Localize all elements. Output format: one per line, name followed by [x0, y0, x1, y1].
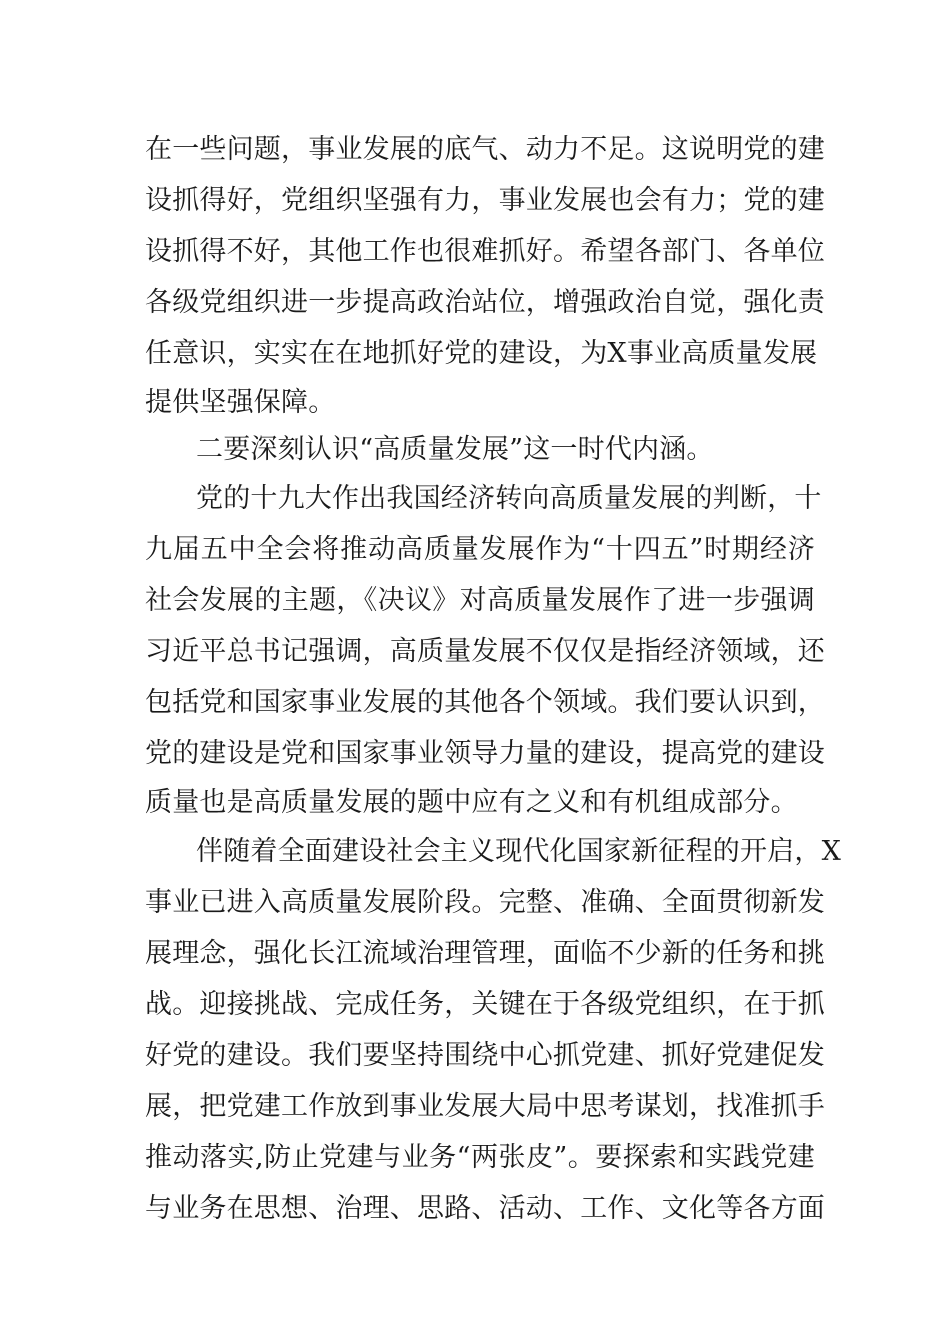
text-line: 在一些问题，事业发展的底气、动力不足。这说明党的建	[145, 134, 825, 165]
text-line: 设抓得好，党组织坚强有力，事业发展也会有力；党的建	[145, 185, 825, 216]
text-line: 提供坚强保障。	[145, 387, 336, 418]
text-line: 党的建设是党和国家事业领导力量的建设，提高党的建设	[145, 738, 825, 769]
text-line: 质量也是高质量发展的题中应有之义和有机组成部分。	[145, 787, 798, 818]
text-line: 党的十九大作出我国经济转向高质量发展的判断，十	[196, 483, 822, 514]
text-line: 设抓得不好，其他工作也很难抓好。希望各部门、各单位	[145, 236, 825, 267]
text-line: 展理念，强化长江流域治理管理，面临不少新的任务和挑	[145, 938, 825, 969]
text-line: 各级党组织进一步提高政治站位，增强政治自觉，强化责	[145, 287, 825, 318]
text-line: 社会发展的主题，《决议》对高质量发展作了进一步强调	[145, 585, 815, 616]
text-line: 好党的建设。我们要坚持围绕中心抓党建、抓好党建促发	[145, 1040, 825, 1071]
text-line: 展，把党建工作放到事业发展大局中思考谋划，找准抓手	[145, 1091, 825, 1122]
text-line: 包括党和国家事业发展的其他各个领域。我们要认识到，	[145, 687, 825, 718]
section-heading: 二要深刻认识“高质量发展”这一时代内涵。	[196, 434, 714, 465]
text-line: 任意识，实实在在地抓好党的建设，为X事业高质量发展	[145, 338, 818, 369]
text-line: 九届五中全会将推动高质量发展作为“十四五”时期经济	[145, 534, 815, 565]
text-line: 战。迎接挑战、完成任务，关键在于各级党组织，在于抓	[145, 989, 825, 1020]
text-line: 习近平总书记强调，高质量发展不仅仅是指经济领域，还	[145, 636, 825, 667]
text-line: 与业务在思想、治理、思路、活动、工作、文化等各方面	[145, 1193, 825, 1224]
text-line: 事业已进入高质量发展阶段。完整、准确、全面贯彻新发	[145, 887, 825, 918]
text-line: 推动落实,防止党建与业务“两张皮”。要探索和实践党建	[145, 1142, 815, 1173]
text-line: 伴随着全面建设社会主义现代化国家新征程的开启，X	[196, 836, 842, 867]
